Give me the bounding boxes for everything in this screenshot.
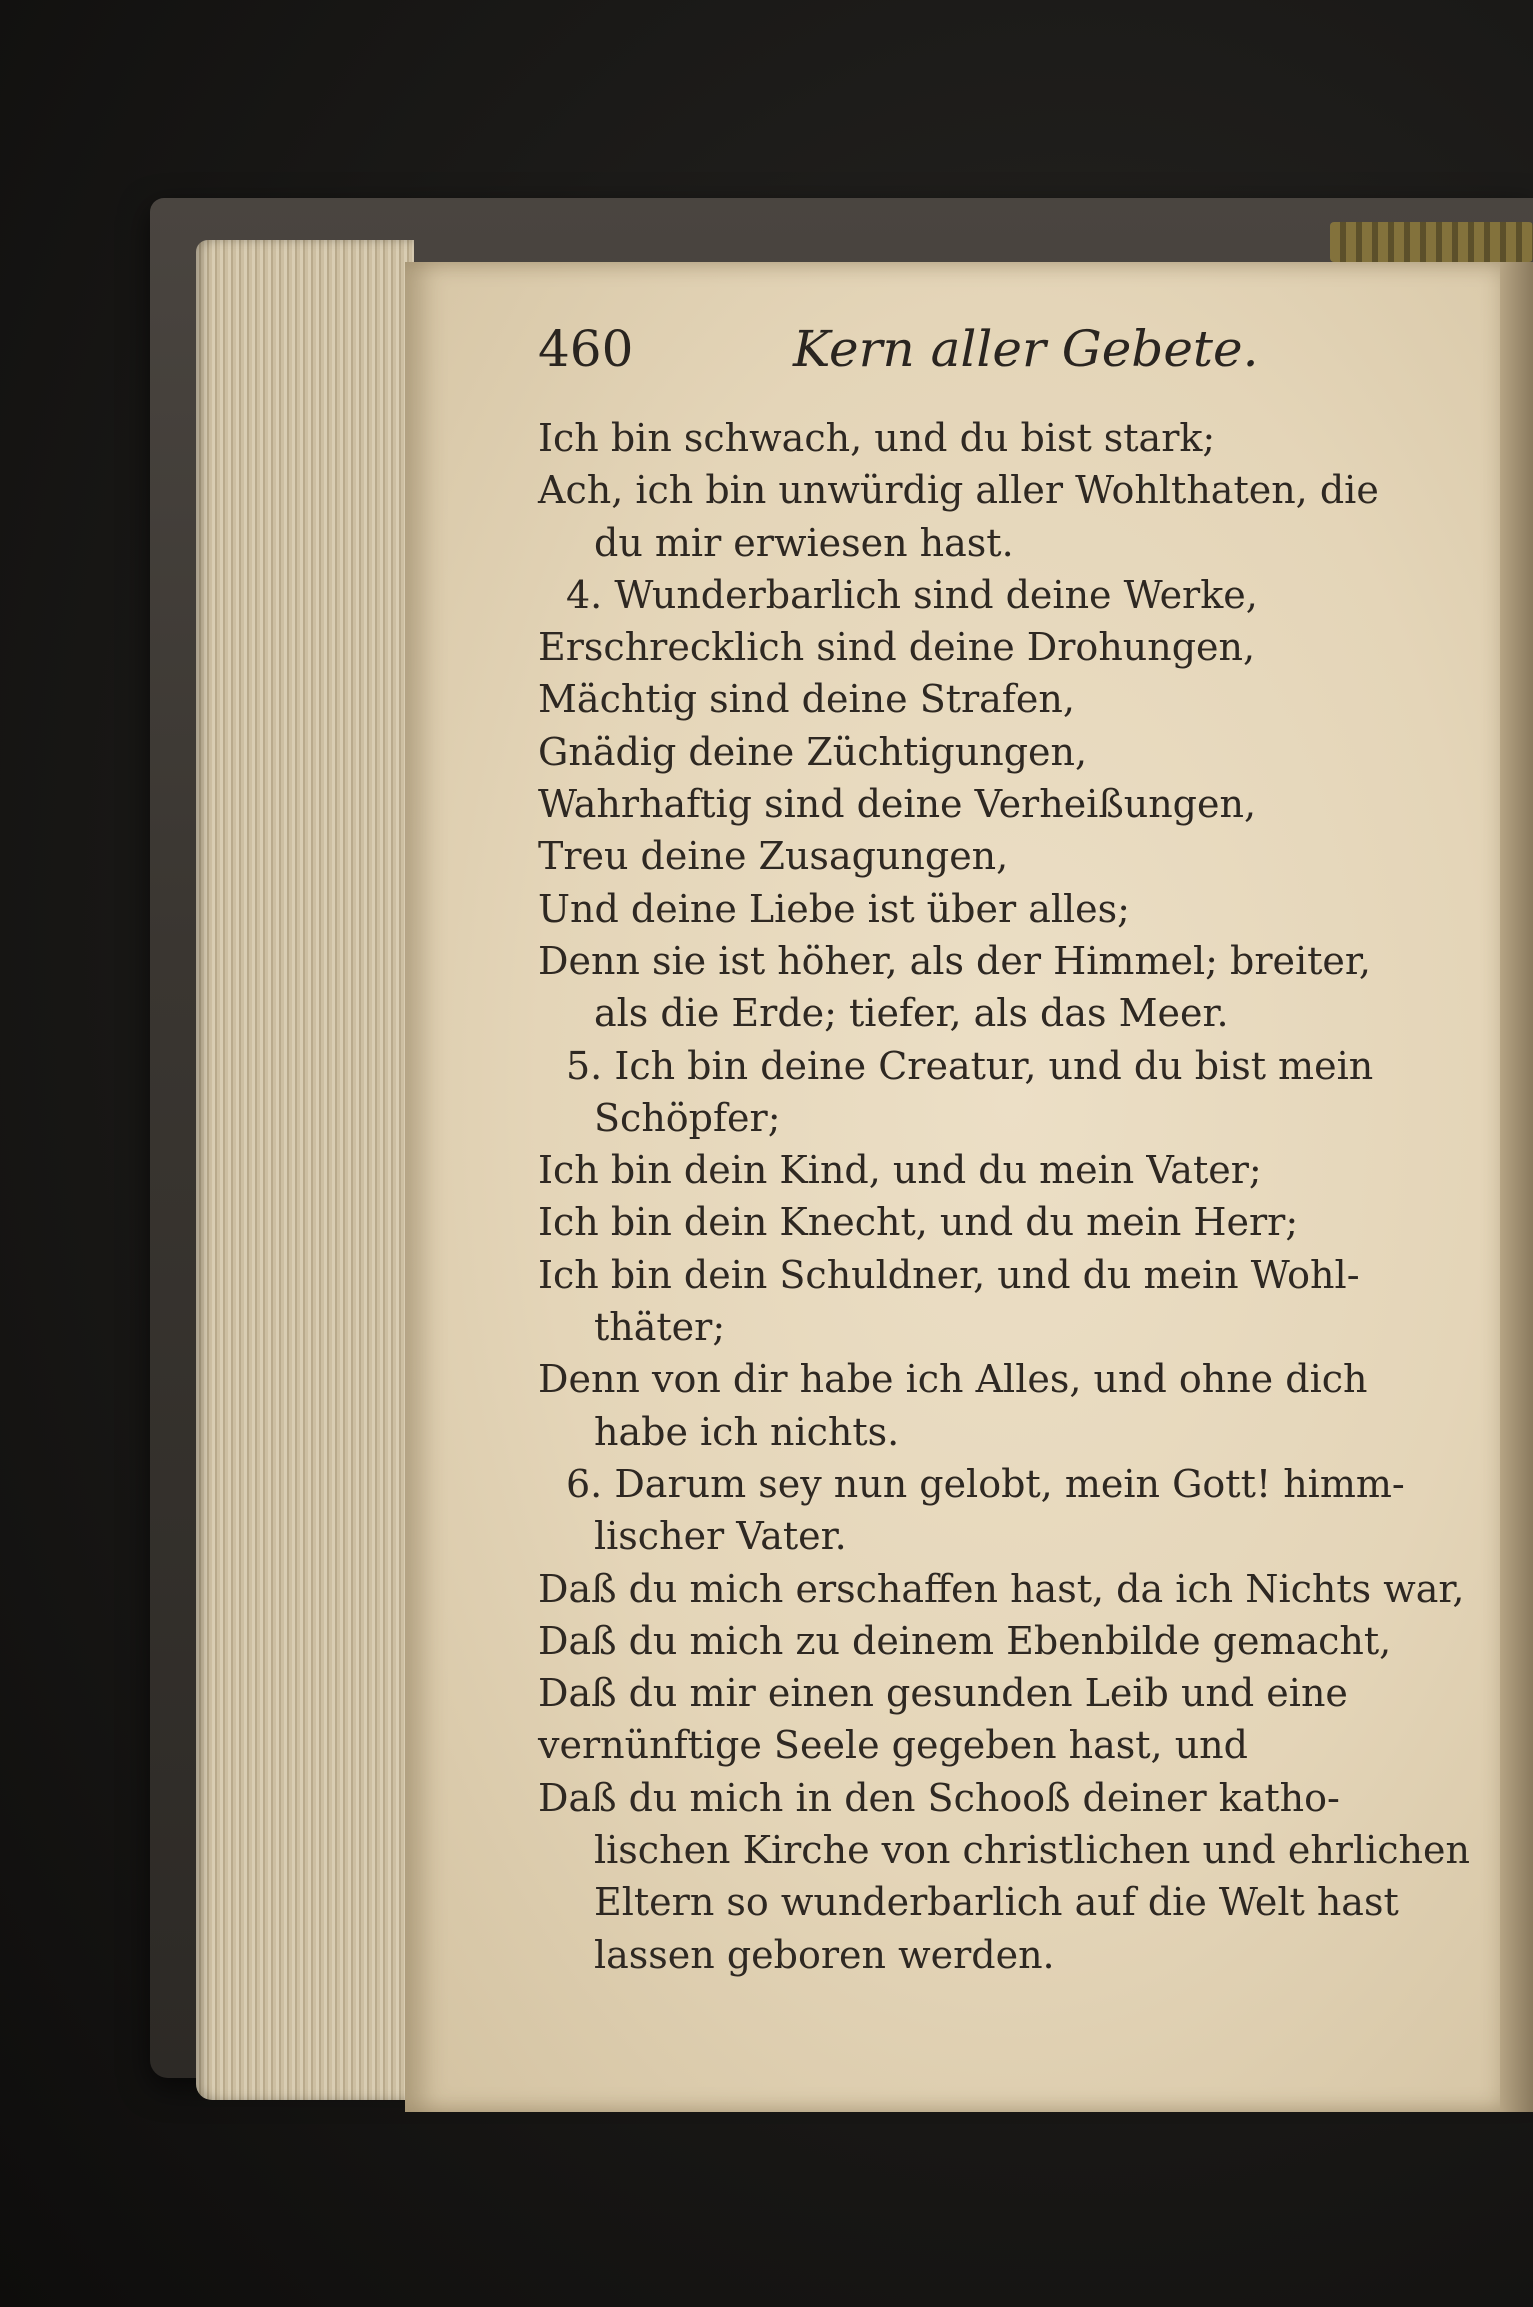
page-number: 460	[538, 320, 634, 378]
text-line: Denn von dir habe ich Alles, und ohne dich	[538, 1357, 1368, 1402]
page-edges	[196, 240, 414, 2100]
text-line: lischen Kirche von christlichen und ehrlichen	[594, 1828, 1470, 1873]
page-header	[538, 320, 1438, 400]
text-line: Und deine Liebe ist über alles;	[538, 886, 1130, 931]
text-line: 6. Darum sey nun gelobt, mein Gott! himm-	[566, 1461, 1405, 1506]
text-line: Ich bin dein Schuldner, und du mein Wohl-	[538, 1252, 1360, 1297]
text-line: Daß du mich in den Schooß deiner katho-	[538, 1775, 1340, 1820]
text-line: 4. Wunderbarlich sind deine Werke,	[566, 572, 1258, 617]
text-line: lassen geboren werden.	[594, 1932, 1055, 1977]
text-line: Ach, ich bin unwürdig aller Wohlthaten, die	[538, 468, 1379, 513]
text-line: Ich bin dein Knecht, und du mein Herr;	[538, 1200, 1299, 1245]
text-line: als die Erde; tiefer, als das Meer.	[594, 991, 1229, 1036]
text-line: Wahrhaftig sind deine Verheißungen,	[538, 782, 1257, 827]
text-line: Mächtig sind deine Strafen,	[538, 677, 1075, 722]
text-line: du mir erwiesen hast.	[594, 520, 1014, 565]
text-line: habe ich nichts.	[594, 1409, 900, 1454]
text-line: Erschrecklich sind deine Drohungen,	[538, 625, 1256, 670]
text-line: Denn sie ist höher, als der Himmel; breiter,	[538, 938, 1371, 983]
spine-stitching	[1330, 222, 1533, 262]
text-line: Daß du mich zu deinem Ebenbilde gemacht,	[538, 1618, 1392, 1663]
text-line: vernünftige Seele gegeben hast, und	[538, 1723, 1248, 1768]
text-line: Ich bin dein Kind, und du mein Vater;	[538, 1148, 1262, 1193]
text-line: Eltern so wunderbarlich auf die Welt hast	[594, 1880, 1399, 1925]
running-title: Kern aller Gebete.	[793, 320, 1259, 378]
text-line: Daß du mir einen gesunden Leib und eine	[538, 1671, 1348, 1716]
text-line: 5. Ich bin deine Creatur, und du bist mein	[566, 1043, 1374, 1088]
text-line: Schöpfer;	[594, 1095, 781, 1140]
text-line: Daß du mich erschaffen hast, da ich Nichts war,	[538, 1566, 1465, 1611]
prayer-text	[538, 412, 1470, 1981]
text-line: Ich bin schwach, und du bist stark;	[538, 416, 1216, 460]
page-gutter	[1500, 262, 1533, 2112]
text-line: Gnädig deine Züchtigungen,	[538, 729, 1088, 774]
text-line: lischer Vater.	[594, 1514, 847, 1559]
text-line: thäter;	[594, 1305, 726, 1350]
text-line: Treu deine Zusagungen,	[538, 834, 1009, 879]
